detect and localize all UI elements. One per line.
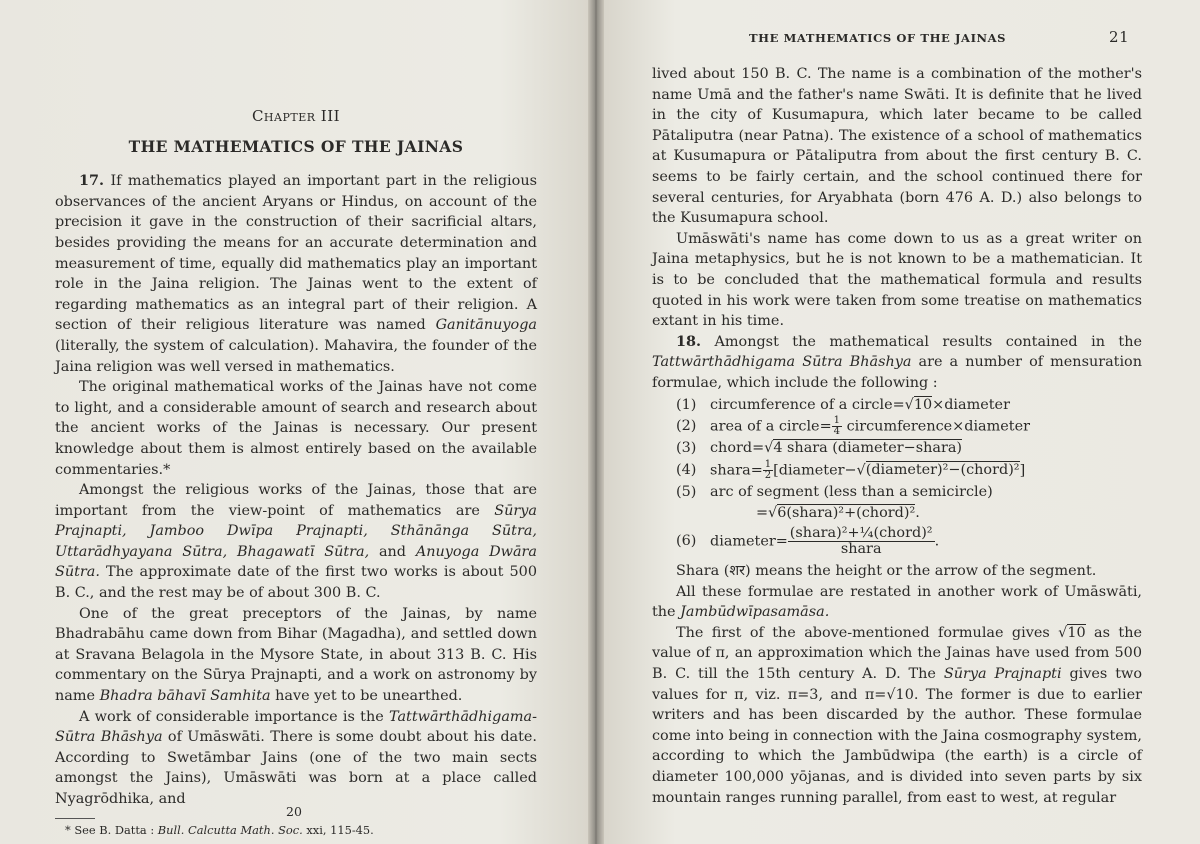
paragraph <box>652 623 1142 808</box>
text: One of the great preceptors of the Jainas, by name Bhadrabāhu came down from Bihar (Magadha), and settled down at Sravana Belagola in the Mysore State, in about 313 B. C. His commentary on the Sūrya Prajnapti, and a work on astronomy by name <box>55 605 537 705</box>
text: of Umāswāti. There is some doubt about his date. According to Swetāmbar Jains (one of the two main sects amongst the Jains), Umāswāti was born at a place called Nyagrōdhika, and <box>55 729 537 807</box>
text: ] <box>1019 462 1026 479</box>
text: circumference of a circle=√ <box>710 396 914 413</box>
text: Amongst the religious works of the Jainas, those that are important from the view-point of mathematics are <box>55 482 537 519</box>
work-title: Anuyoga Dwāra Sūtra. <box>55 543 537 581</box>
text: shara= <box>710 462 763 479</box>
formula-number: (4) <box>676 461 697 478</box>
page-number: 21 <box>1109 28 1130 46</box>
fraction <box>832 416 842 437</box>
page-number: 20 <box>286 804 302 819</box>
text: chord=√ <box>710 440 774 457</box>
text: have yet to be unearthed. <box>270 688 463 705</box>
formula-body <box>710 395 1142 416</box>
text: gives two values for π, viz. π=3, and π=√10. The former is due to earlier writers and has been discarded by the author. These formulae come into being in connection with the Jaina cosmography system, according to which the Jambūdwipa (the earth) is a circle of diameter 100,000 yōjanas, and is divided into seven parts by six mountain ranges running parallel, from east to west, at regular <box>652 666 1142 806</box>
radicand: (diameter)²−(chord)² <box>865 462 1020 479</box>
formula-1 <box>652 395 1142 416</box>
formula-2 <box>652 416 1142 437</box>
formula-5 <box>652 482 1142 503</box>
text: circumference×diameter <box>842 418 1030 435</box>
formula-body: arc of segment (less than a semicircle) <box>710 483 993 500</box>
radicand: 10 <box>1067 624 1086 641</box>
text: Amongst the mathematical results contained in the <box>714 333 1142 350</box>
work-title: Tattwārthādhigama Sūtra Bhāshya <box>652 354 912 371</box>
paragraph <box>55 604 537 707</box>
text: are a number of mensuration formulae, which include the following : <box>652 354 1142 391</box>
text: . <box>934 533 940 550</box>
text: [diameter−√ <box>773 462 866 479</box>
formula-body <box>710 416 1142 437</box>
text: . <box>915 505 920 522</box>
text: diameter= <box>710 533 788 550</box>
formula-body <box>710 526 1142 557</box>
denominator: 4 <box>833 426 840 438</box>
paragraph-18 <box>652 332 1142 394</box>
chapter-title: THE MATHEMATICS OF THE JAINAS <box>128 136 464 156</box>
work-titles: Sūrya Prajnapti, Jamboo Dwīpa Prajnapti, Sthānānga Sūtra, Uttarādhyayana Sūtra, Bhagawatī Sūtra, <box>55 502 537 560</box>
left-page <box>0 0 588 844</box>
radicand: 4 shara (diameter−shara) <box>773 440 963 457</box>
radicand: 10 <box>913 396 933 413</box>
text: area of a circle= <box>710 418 832 435</box>
term-ganitanuyoga: Ganitānuyoga <box>435 317 537 334</box>
formula-6 <box>652 526 1142 557</box>
text: as the value of π, an approximation which the Jainas have used from 500 B. C. till the 15th century A. D. The <box>652 624 1142 683</box>
text: (literally, the system of calculation). Mahavira, the founder of the Jaina religion was well versed in mathematics. <box>55 337 537 375</box>
paragraph-17 <box>55 171 537 377</box>
formula-number: (6) <box>676 533 697 550</box>
fraction <box>788 526 935 557</box>
paragraph: Shara (शर) means the height or the arrow of the segment. <box>676 563 1097 580</box>
section-number-18: 18. <box>676 332 702 350</box>
denominator: 2 <box>764 469 772 481</box>
work-title: Tattwārthādhigama-Sūtra Bhāshya <box>55 708 537 746</box>
section-number-17: 17. <box>79 172 105 190</box>
work-title: Sūrya Prajnapti <box>943 666 1062 683</box>
right-page <box>604 0 1200 844</box>
formula-number: (2) <box>676 418 697 435</box>
paragraph: The original mathematical works of the Jainas have not come to light, and a considerable amount of search and research about the ancient works of the Jainas is necessary. Our present knowledge about them is almost entirely based on the available commentaries.* <box>55 379 537 478</box>
paragraph <box>55 480 537 604</box>
footnote <box>55 823 537 838</box>
denominator: shara <box>840 541 882 558</box>
formula-number: (3) <box>676 440 697 457</box>
fraction <box>763 460 773 481</box>
text: xxi, 115-45. <box>302 822 374 837</box>
formula-body <box>710 438 1142 459</box>
formula-number: (5) <box>676 483 697 500</box>
text: If mathematics played an important part in the religious observances of the ancient Aryans or Hindus, on account of the precision it gave in the construction of their sacrificial altars, besides providing the means for an accurate determination and measurement of time, equally did mathematics play an important role in the Jaina religion. The Jainas went to the extent of regarding mathematics as an integral part of their religion. A section of their religious literature was named <box>55 173 537 334</box>
radicand: 6(shara)²+(chord)² <box>777 505 916 522</box>
text: All these formulae are restated in another work of Umāswāti, the <box>652 583 1142 621</box>
paragraph: Umāswāti's name has come down to us as a great writer on Jaina metaphysics, but he is not known to be a mathematician. It is to be concluded that the mathematical formula and results quoted in his work were taken from some treatise on mathematics extant in his time. <box>652 230 1142 330</box>
work-title: Jambūdwīpasamāsa. <box>680 604 830 621</box>
work-title: Bhadra bāhavī Samhita <box>99 688 271 705</box>
text: ×diameter <box>932 396 1010 413</box>
text: The approximate date of the first two works is about 500 B. C., and the rest may be of about 300 B. C. <box>55 564 537 602</box>
numerator: 1 <box>833 415 840 427</box>
chapter-label: Chapter III <box>251 107 341 125</box>
text: * See B. Datta : <box>65 822 158 837</box>
text: and <box>369 543 416 560</box>
formula-4 <box>652 460 1142 481</box>
text: =√ <box>756 505 778 522</box>
running-head-title: THE MATHEMATICS OF THE JAINAS <box>749 31 1007 45</box>
numerator: 1 <box>764 458 772 470</box>
formula-body <box>710 460 1142 481</box>
numerator: (shara)²+¼(chord)² <box>789 525 933 542</box>
paragraph <box>55 707 537 810</box>
text: The first of the above-mentioned formulae gives √ <box>676 624 1068 641</box>
formula-number: (1) <box>676 396 697 413</box>
formula-3 <box>652 438 1142 459</box>
left-text-column <box>55 106 537 838</box>
paragraph <box>652 582 1142 623</box>
paragraph: lived about 150 B. C. The name is a combination of the mother's name Umā and the father's name Swāti. It is definite that he lived in the city of Kusumapura, which later became to be called Pātaliputra (near Patna). The existence of a school of mathematics at Kusumapura or Pātaliputra from about the first century B. C. seems to be fairly certain, and the school continued there for several centuries, for Aryabhata (born 476 A. D.) also belongs to the Kusumapura school. <box>652 66 1142 227</box>
journal-title: Bull. Calcutta Math. Soc. <box>157 822 303 837</box>
right-text-column <box>652 64 1142 808</box>
text: A work of considerable importance is the <box>79 708 389 725</box>
formula-5-continuation <box>652 503 1142 524</box>
book-gutter <box>588 0 604 844</box>
